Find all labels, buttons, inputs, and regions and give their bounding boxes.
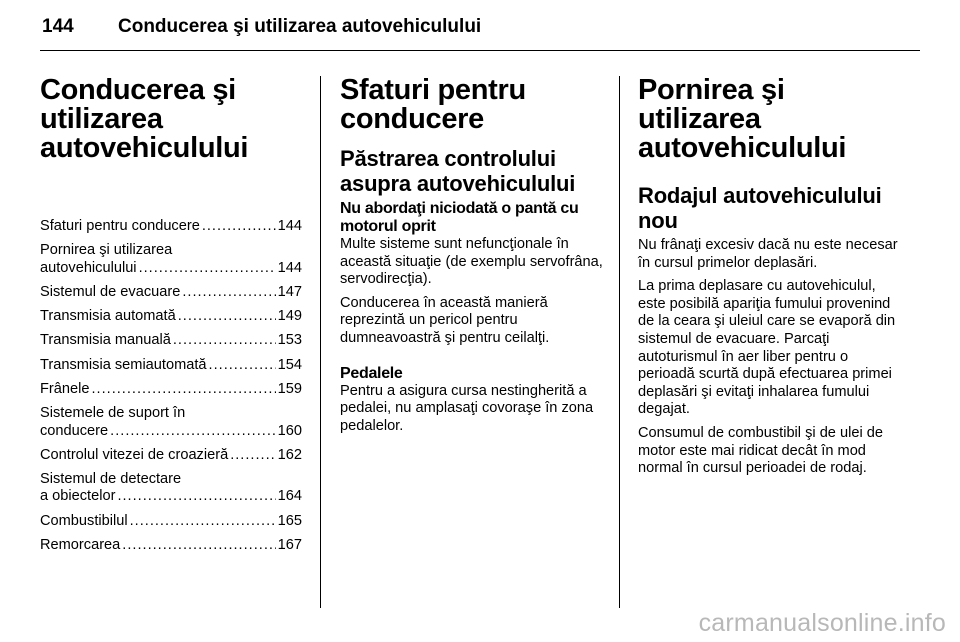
section-title: Sfaturi pentru conducere: [340, 74, 526, 135]
toc-entry[interactable]: [40, 447, 302, 465]
toc-entry[interactable]: [40, 537, 302, 555]
toc-entry[interactable]: [40, 471, 302, 506]
column-divider: [619, 76, 620, 608]
toc-entry[interactable]: [40, 308, 302, 326]
toc-entry-line: Sistemul de detectare: [40, 470, 182, 487]
toc-entry-title: Sistemul de evacuare: [40, 283, 181, 300]
toc-entry[interactable]: [40, 284, 302, 302]
toc-entry-title: Combustibilul: [40, 512, 128, 529]
toc-entry[interactable]: [40, 357, 302, 375]
toc-entry-line: Pornirea şi utilizarea: [40, 242, 173, 259]
toc-entry[interactable]: [40, 405, 302, 440]
toc-entry-title: Frânele: [40, 380, 90, 397]
paragraph: La prima deplasare cu autovehiculul, este posibilă apariţia fumului provenind de la ceara şi uleiul care se evaporă din sistemul de evacuare. Parcaţi autoturismul în aer liber pentru o perioadă scurtă după efectuarea primei deplasări şi evitaţi inhalarea fumului degajat.: [638, 278, 896, 418]
page-header: [40, 12, 920, 51]
driving-tips-column: [340, 76, 606, 441]
toc-entry-line: Sistemele de suport în: [40, 404, 186, 421]
column-divider: [320, 76, 321, 608]
toc-entry-title: conducere: [40, 422, 109, 439]
page-number: 144: [42, 16, 74, 37]
toc-entry[interactable]: [40, 242, 302, 277]
paragraph: Consumul de combustibil şi de ulei de motor este mai ridicat decât în mod normal în cursul perioadei de rodaj.: [638, 424, 883, 477]
toc-leader-dots: [209, 357, 276, 375]
toc-leader-dots: [110, 423, 275, 441]
toc-leader-dots: [230, 447, 275, 465]
paragraph: Pentru a asigura cursa nestingherită a pedalei, nu amplasaţi covoraşe în zona pedalelor.: [340, 382, 594, 434]
paragraph: Nu frânaţi excesiv dacă nu este necesar în cursul primelor deplasări.: [638, 237, 898, 271]
topic-title: Pedalele: [340, 364, 403, 382]
topic-title: Nu abordaţi niciodată o pantă cu motorul oprit: [340, 200, 579, 235]
toc-page-number: 147: [277, 283, 302, 300]
section-title: Pornirea şi utilizarea autovehiculului: [638, 74, 847, 164]
toc-entry-title: Remorcarea: [40, 536, 121, 553]
toc-entry-title: a obiectelor: [40, 488, 116, 505]
toc-entry-title: Transmisia manuală: [40, 332, 171, 349]
toc-entry[interactable]: [40, 381, 302, 399]
toc-entry[interactable]: [40, 332, 302, 350]
toc-column: [40, 76, 302, 561]
toc-entry-title: Transmisia semiautomată: [40, 356, 207, 373]
table-of-contents: [40, 218, 302, 554]
toc-leader-dots: [173, 332, 276, 350]
toc-leader-dots: [182, 284, 275, 302]
toc-entry-title: Controlul vitezei de croazieră: [40, 446, 229, 463]
subsection-title: Păstrarea controlului asupra autovehiculului: [340, 146, 576, 196]
toc-leader-dots: [130, 513, 276, 531]
toc-entry-title: Sfaturi pentru conducere: [40, 218, 200, 234]
toc-page-number: 153: [277, 332, 302, 349]
toc-page-number: 162: [277, 446, 302, 463]
toc-leader-dots: [178, 308, 276, 326]
toc-entry[interactable]: [40, 513, 302, 531]
toc-page-number: 144: [277, 259, 302, 276]
toc-leader-dots: [139, 260, 276, 278]
paragraph: Multe sisteme sunt nefuncţionale în această situaţie (de exemplu servofrâna, servodirecţia).: [340, 236, 603, 288]
toc-page-number: 164: [277, 488, 302, 505]
chapter-title: Conducerea şi utilizarea autovehiculului: [40, 74, 249, 164]
starting-column: [638, 76, 904, 484]
toc-page-number: 165: [277, 512, 302, 529]
toc-entry-title: Transmisia automată: [40, 308, 176, 325]
toc-leader-dots: [117, 488, 275, 506]
toc-entry-title: autovehiculului: [40, 259, 137, 276]
toc-page-number: 149: [277, 308, 302, 325]
toc-page-number: 159: [277, 380, 302, 397]
toc-page-number: 154: [277, 356, 302, 373]
watermark: carmanualsonline.info: [698, 609, 946, 637]
toc-page-number: 167: [277, 536, 302, 553]
running-title: Conducerea şi utilizarea autovehiculului: [118, 16, 482, 37]
toc-entry[interactable]: [40, 218, 302, 236]
paragraph: Conducerea în această manieră reprezintă un pericol pentru dumneavoastră şi pentru ceilalţi.: [340, 294, 550, 346]
toc-leader-dots: [202, 218, 276, 236]
toc-leader-dots: [122, 537, 275, 555]
toc-page-number: 160: [277, 422, 302, 439]
toc-leader-dots: [91, 381, 275, 399]
toc-page-number: 144: [277, 218, 302, 234]
subsection-title: Rodajul autovehiculului nou: [638, 183, 882, 233]
